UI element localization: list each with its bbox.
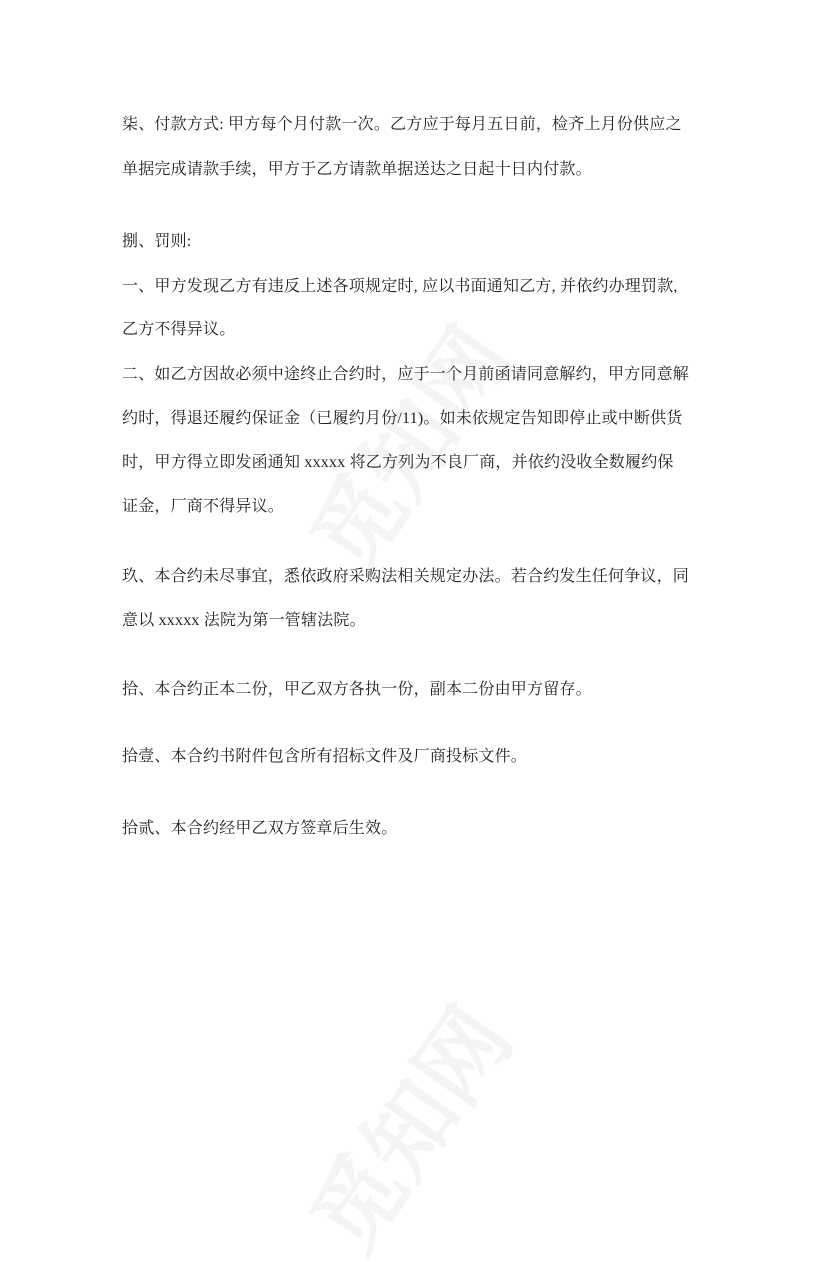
watermark — [274, 977, 535, 1273]
watermark — [274, 297, 535, 593]
jurisdiction-line-2: 意以 xxxxx 法院为第一管辖法院。 — [122, 612, 366, 629]
effective-clause: 拾贰、本合约经甲乙双方签章后生效。 — [122, 820, 398, 837]
payment-line-2: 单据完成请款手续，甲方于乙方请款单据送达之日起十日内付款。 — [122, 161, 592, 178]
penalty-2-line-2: 约时，得退还履约保证金（已履约月份/11)。如未依规定告知即停止或中断供货 — [122, 410, 683, 427]
attachments-clause: 拾壹、本合约书附件包含所有招标文件及厂商投标文件。 — [122, 748, 528, 765]
penalty-2-line-1: 二、如乙方因故必须中途终止合约时，应于一个月前函请同意解约，甲方同意解 — [122, 366, 690, 383]
payment-line-1: 柒、付款方式: 甲方每个月付款一次。乙方应于每月五日前，检齐上月份供应之 — [122, 116, 682, 133]
penalty-2-line-4: 证金，厂商不得异议。 — [122, 498, 285, 515]
penalty-1-line-2: 乙方不得异议。 — [122, 321, 236, 338]
penalty-heading: 捌、罚则: — [122, 233, 192, 250]
copies-clause: 拾、本合约正本二份，甲乙双方各执一份，副本二份由甲方留存。 — [122, 681, 592, 698]
penalty-2-line-3: 时，甲方得立即发函通知 xxxxx 将乙方列为不良厂商，并依约没收全数履约保 — [122, 454, 674, 471]
penalty-1-line-1: 一、甲方发现乙方有违反上述各项规定时, 应以书面通知乙方, 并依约办理罚款, — [122, 278, 678, 295]
jurisdiction-line-1: 玖、本合约未尽事宜，悉依政府采购法相关规定办法。若合约发生任何争议，同 — [122, 568, 690, 585]
